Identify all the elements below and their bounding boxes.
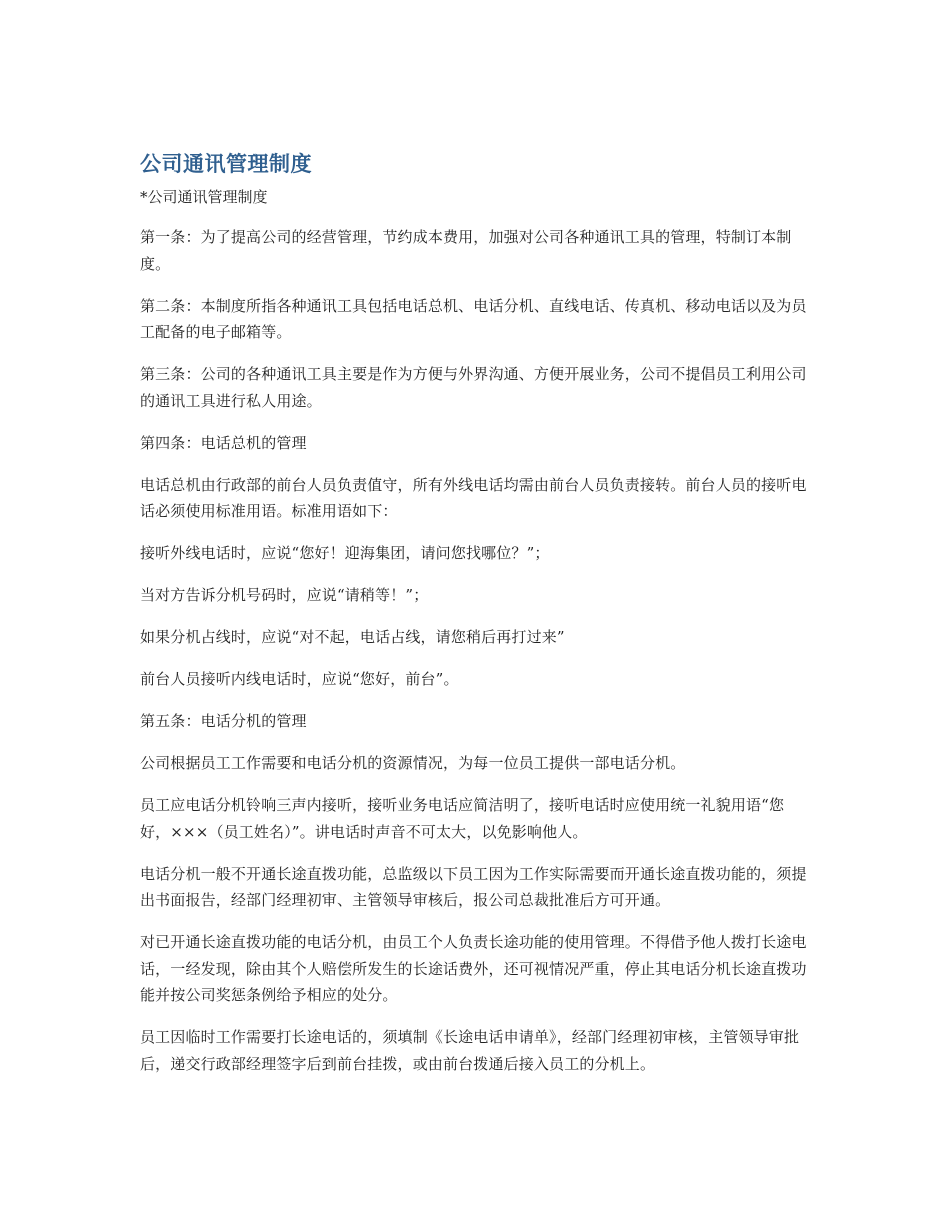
paragraph-greeting-wait: 当对方告诉分机号码时，应说“请稍等！”；: [140, 586, 429, 604]
paragraph-switchboard: 电话总机由行政部的前台人员负责值守，所有外线电话均需由前台人员负责接转。前台人员的接听电话必须使用标准用语。标准用语如下：: [140, 475, 807, 520]
document-subtitle: *公司通讯管理制度: [140, 188, 268, 206]
paragraph-greeting-external: 接听外线电话时，应说“您好！迎海集团，请问您找哪位？”；: [140, 544, 550, 562]
paragraph-greeting-internal: 前台人员接听内线电话时，应说“您好，前台”。: [140, 670, 459, 688]
paragraph-article-3: 第三条：公司的各种通讯工具主要是作为方便与外界沟通、方便开展业务，公司不提倡员工利用公司的通讯工具进行私人用途。: [140, 365, 807, 410]
paragraph-extension-etiquette: 员工应电话分机铃响三声内接听，接听业务电话应简洁明了，接听电话时应使用统一礼貌用语“您好，×××（员工姓名）”。讲电话时声音不可太大，以免影响他人。: [140, 796, 785, 841]
paragraph-greeting-busy: 如果分机占线时，应说“对不起，电话占线，请您稍后再打过来”: [140, 628, 565, 646]
section-heading-article-4: 第四条：电话总机的管理: [140, 433, 307, 452]
paragraph-long-distance-request: 员工因临时工作需要打长途电话的，须填制《长途电话申请单》，经部门经理初审核，主管领导审批后，递交行政部经理签字后到前台挂拨，或由前台拨通后接入员工的分机上。: [140, 1028, 800, 1073]
paragraph-long-distance-usage: 对已开通长途直拨功能的电话分机，由员工个人负责长途功能的使用管理。不得借予他人拨打长途电话，一经发现，除由其个人赔偿所发生的长途话费外，还可视情况严重，停止其电话分机长途直拨功能并按公司奖惩条例给予相应的处分。: [140, 933, 807, 1004]
paragraph-long-distance-policy: 电话分机一般不开通长途直拨功能，总监级以下员工因为工作实际需要而开通长途直拨功能的，须提出书面报告，经部门经理初审、主管领导审核后，报公司总裁批准后方可开通。: [140, 864, 807, 909]
paragraph-article-1: 第一条：为了提高公司的经营管理，节约成本费用，加强对公司各种通讯工具的管理，特制订本制度。: [140, 228, 792, 273]
paragraph-article-2: 第二条：本制度所指各种通讯工具包括电话总机、电话分机、直线电话、传真机、移动电话以及为员工配备的电子邮箱等。: [140, 296, 807, 341]
page-title: 公司通讯管理制度: [140, 152, 312, 176]
document-page: [140, 150, 810, 1093]
paragraph-extension-allocation: 公司根据员工工作需要和电话分机的资源情况，为每一位员工提供一部电话分机。: [140, 754, 686, 772]
section-heading-article-5: 第五条：电话分机的管理: [140, 712, 307, 730]
